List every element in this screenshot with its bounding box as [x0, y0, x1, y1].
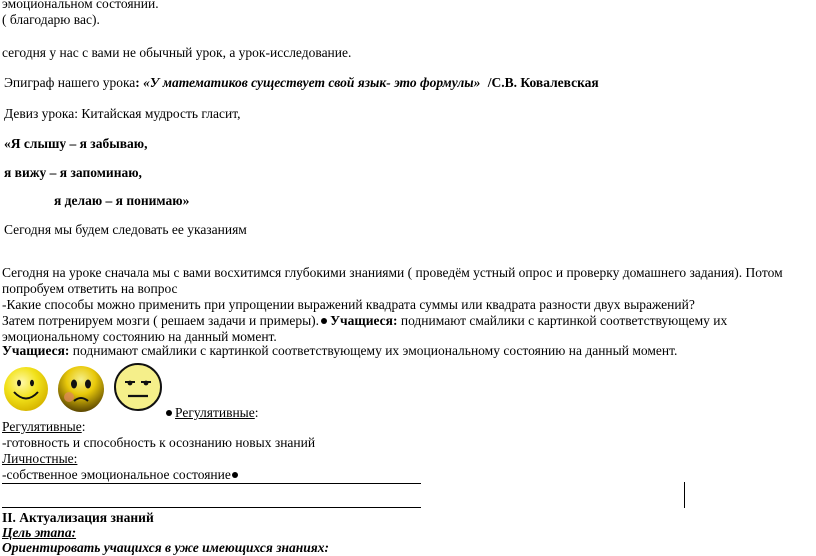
- text-span: поднимают смайлики с картинкой соответствующему их: [400, 313, 728, 328]
- text-line: -Какие способы можно применить при упрощении выражений квадрата суммы или квадрата разности двух выражений?: [2, 297, 695, 312]
- text-line: ( благодарю вас).: [2, 12, 100, 27]
- epigraph-label: Эпиграф нашего урока: [4, 75, 136, 90]
- follow-line: Сегодня мы будем следовать ее указаниям: [4, 222, 247, 237]
- text-line: [2, 419, 86, 435]
- text-span: поднимают смайлики с картинкой соответствующему их эмоциональному состоянию на данный момент.: [72, 343, 678, 358]
- text-span: Затем потренируем мозги ( решаем задачи и примеры).: [2, 313, 320, 328]
- text-line: Сегодня на уроке сначала мы с вами восхитимся глубокими знаниями ( проведём устный опрос и проверку домашнего задания). Потом: [2, 265, 783, 280]
- text-line: эмоциональному состоянию на данный момент.: [2, 329, 277, 344]
- sad-smiley-icon: [56, 364, 106, 414]
- goal-label: Цель этапа:: [2, 525, 77, 540]
- epigraph-author: /С.В. Ковалевская: [487, 75, 599, 90]
- colon: :: [81, 419, 86, 434]
- quote-line-3: я делаю – я понимаю»: [54, 193, 190, 208]
- bullet-icon: [232, 472, 238, 478]
- text-line: попробуем ответить на вопрос: [2, 281, 178, 296]
- happy-smiley-icon: [2, 365, 50, 413]
- text-span: -собственное эмоциональное состояние: [2, 467, 231, 482]
- divider: [2, 507, 421, 508]
- colon: :: [254, 405, 259, 420]
- bullet-icon: [166, 410, 172, 416]
- motto: Девиз урока: Китайская мудрость гласит,: [4, 106, 241, 121]
- section-heading: II. Актуализация знаний: [2, 510, 154, 525]
- text-line: [2, 343, 677, 359]
- divider: [2, 483, 421, 484]
- text-line: -готовность и способность к осознанию новых знаний: [2, 435, 316, 450]
- text-line: Ориентировать учащихся в уже имеющихся знаниях:: [2, 540, 329, 555]
- neutral-smiley-icon: [113, 362, 163, 412]
- students-label: Учащиеся:: [330, 313, 398, 328]
- quote-line-1: «Я слышу – я забываю,: [4, 136, 148, 151]
- bullet-icon: [321, 318, 327, 324]
- regulative-label: Регулятивные: [2, 419, 82, 434]
- epigraph-colon: :: [135, 75, 140, 90]
- text-line: [2, 467, 241, 483]
- epigraph: [4, 75, 599, 91]
- quote-line-2: я вижу – я запоминаю,: [4, 165, 142, 180]
- text-line: [164, 405, 259, 421]
- divider: [684, 482, 685, 508]
- text-line: сегодня у нас с вами не обычный урок, а урок-исследование.: [2, 45, 352, 60]
- epigraph-quote: «У математиков существует свой язык- это формулы»: [143, 75, 481, 90]
- regulative-label: Регулятивные: [175, 405, 255, 420]
- text-line: [2, 313, 727, 329]
- text-line: эмоциональном состоянии.: [2, 0, 159, 11]
- personal-label: Личностные:: [2, 451, 78, 466]
- students-label: Учащиеся:: [2, 343, 70, 358]
